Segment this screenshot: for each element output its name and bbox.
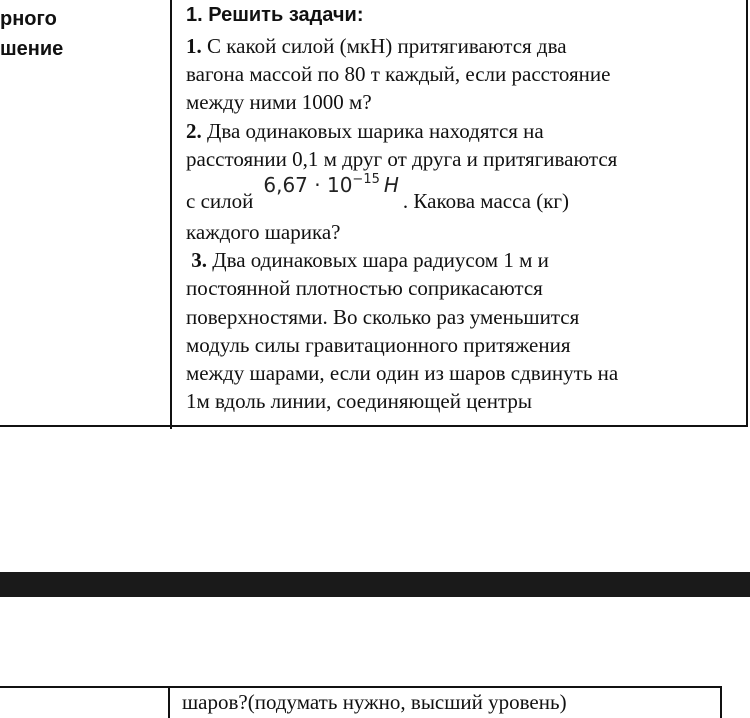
- problem-text: С какой силой (мкН) притягиваются два: [201, 34, 567, 58]
- task-cell: [186, 0, 746, 415]
- problem-text: с силой: [186, 189, 254, 214]
- problem-text: 1м вдоль линии, соединяющей центры: [186, 389, 533, 414]
- problem-1: [186, 32, 746, 117]
- problem-text: модуль силы гравитационного притяжения: [186, 332, 571, 357]
- problem-text: между шарами, если один из шаров сдвинуть на: [186, 361, 619, 386]
- problem-text: Два одинаковых шарика находятся на: [201, 118, 544, 143]
- continuation-text: шаров?(подумать нужно, высший уровень): [182, 690, 567, 714]
- left-column-text-line: шение: [0, 38, 64, 60]
- formula-unit: H: [383, 173, 399, 198]
- problem-text: расстоянии 0,1 м друг от друга и притягиваются: [186, 146, 618, 171]
- left-column-text-line: рного: [0, 8, 57, 30]
- problem-number: 3.: [191, 248, 207, 273]
- problem-2: [186, 117, 746, 247]
- force-formula: [263, 163, 399, 202]
- problem-text: между ними 1000 м?: [186, 90, 372, 115]
- problem-text: постоянной плотностью соприкасаются: [186, 276, 543, 301]
- table-column-divider: [168, 686, 170, 718]
- problem-text: каждого шарика?: [186, 220, 341, 245]
- problem-number: 1.: [186, 34, 202, 58]
- problem-3: [186, 246, 746, 415]
- problem-text: поверхностями. Во сколько раз уменьшится: [186, 304, 580, 329]
- problem-text: Два одинаковых шара радиусом 1 м и: [207, 248, 549, 273]
- formula-exponent: −15: [352, 172, 380, 188]
- page-break-band: [0, 572, 750, 597]
- problem-text: вагона массой по 80 т каждый, если расстояние: [186, 62, 611, 87]
- problem-text: . Какова масса (кг): [402, 189, 570, 214]
- problem-number: 2.: [186, 118, 202, 143]
- table-column-divider: [170, 0, 172, 429]
- task-heading: 1. Решить задачи:: [186, 4, 364, 26]
- left-column-cell: [0, 4, 63, 64]
- formula-base: 6,67 · 10: [263, 173, 353, 198]
